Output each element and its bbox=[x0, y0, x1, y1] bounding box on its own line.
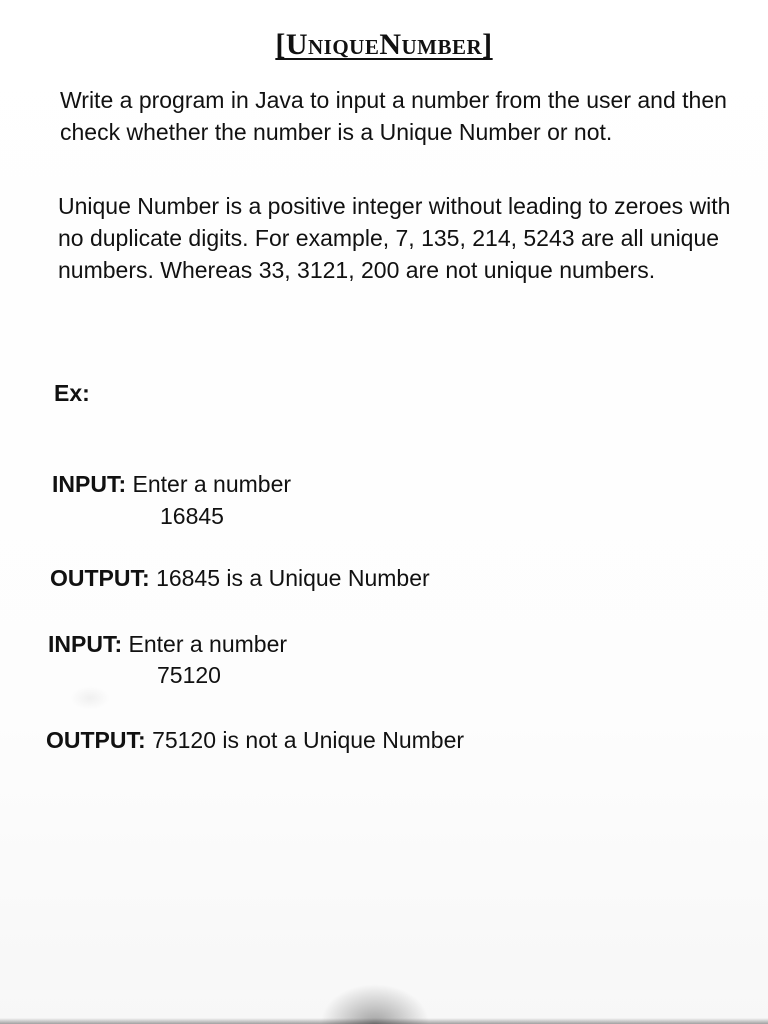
page-smudge bbox=[70, 686, 110, 710]
example-2-input-label: INPUT: bbox=[48, 631, 123, 657]
example-2-output-text: 75120 is not a Unique Number bbox=[152, 727, 465, 753]
example-1-input-prompt: Enter a number bbox=[132, 471, 292, 497]
problem-statement: Write a program in Java to input a number from the user and then check whether the number is a Unique Number or not. bbox=[60, 87, 727, 145]
example-1-output-line bbox=[50, 565, 430, 592]
example-2-input-prompt: Enter a number bbox=[128, 631, 288, 657]
example-1-input-label: INPUT: bbox=[52, 471, 127, 497]
example-2-input-line bbox=[48, 631, 287, 658]
example-1-input-value: 16845 bbox=[160, 503, 224, 529]
example-2-output-label: OUTPUT: bbox=[46, 727, 146, 753]
example-2-input-value: 75120 bbox=[157, 662, 221, 688]
example-1-input-line bbox=[52, 471, 291, 498]
example-1-output-label: OUTPUT: bbox=[50, 565, 150, 591]
example-2-output-line bbox=[46, 727, 464, 754]
example-label: Ex: bbox=[54, 380, 90, 406]
definition-paragraph: Unique Number is a positive integer without leading to zeroes with no duplicate digits. For example, 7, 135, 214, 5243 are all unique numbers. Whereas 33, 3121, 200 are not unique numbers. bbox=[58, 193, 731, 283]
page-title: [UniqueNumber] bbox=[275, 28, 493, 61]
page-bottom-edge bbox=[0, 1018, 768, 1024]
example-1-output-text: 16845 is a Unique Number bbox=[156, 565, 430, 591]
